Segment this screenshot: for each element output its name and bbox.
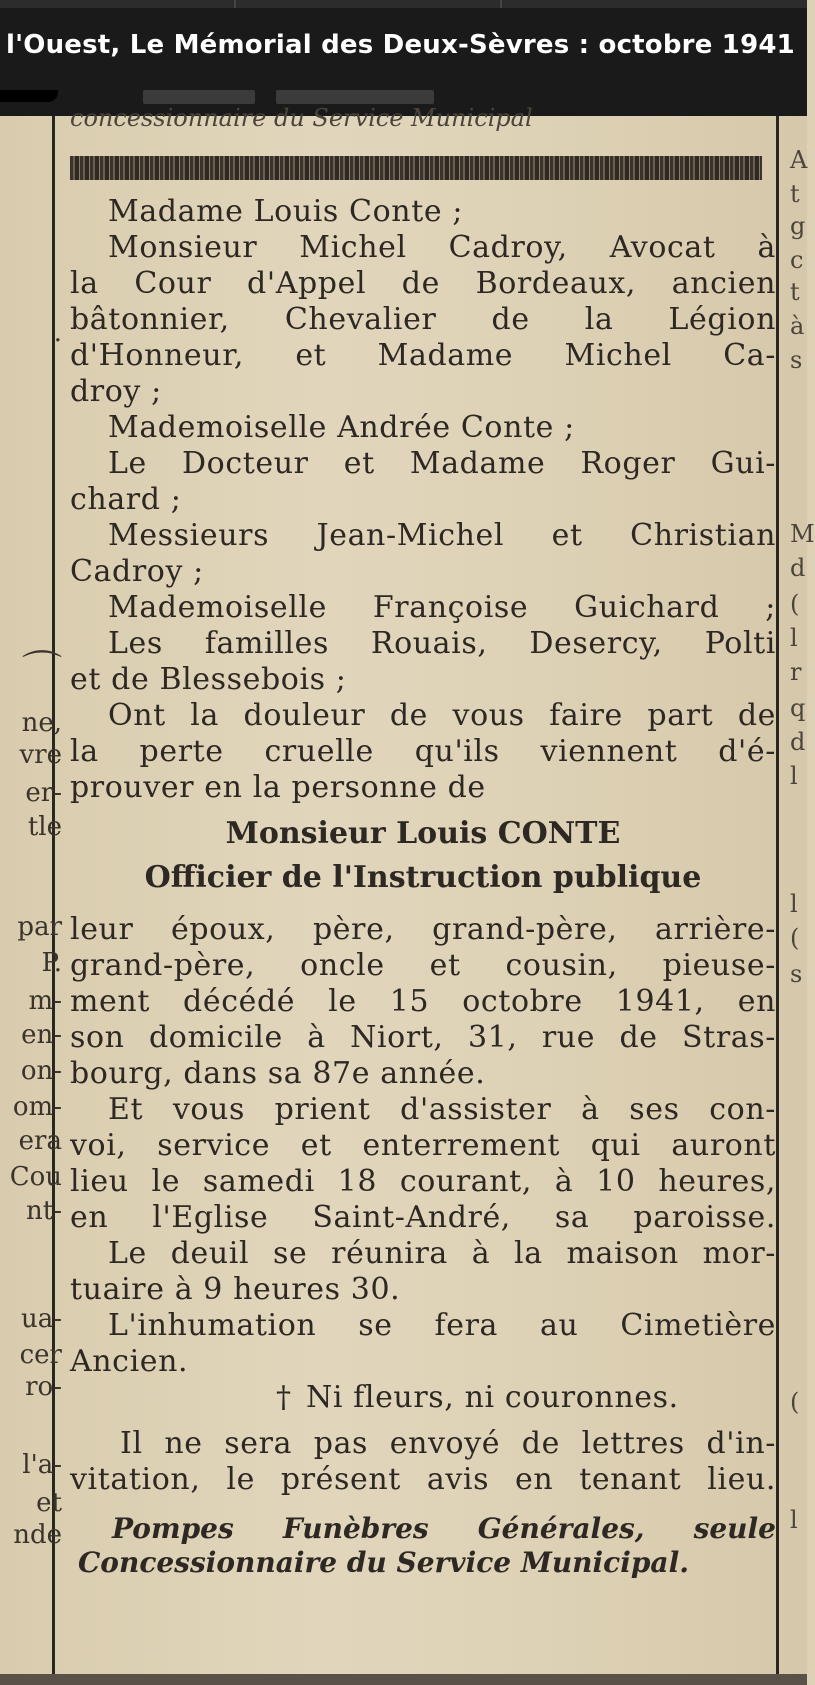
notice-line: Cadroy ; xyxy=(70,554,204,589)
right-fragment: q xyxy=(790,694,806,722)
deceased-name: Monsieur Louis CONTE xyxy=(225,816,621,851)
notice-line: et de Blessebois ; xyxy=(70,662,347,697)
notice-line: Le Docteur et Madame Roger Gui- xyxy=(108,446,776,481)
notice-line: Ont la douleur de vous faire part de xyxy=(108,698,776,733)
newspaper-scan xyxy=(0,104,815,1685)
left-fragment: m- xyxy=(28,986,62,1016)
notice-line: Il ne sera pas envoyé de lettres d'in- xyxy=(120,1426,776,1461)
right-fragment: d xyxy=(790,554,806,582)
toolbar-placeholder xyxy=(276,90,434,104)
left-fragment: ne, xyxy=(21,708,62,738)
notice-line: vitation, le présent avis en tenant lieu. xyxy=(70,1462,776,1497)
left-fragment: Cou xyxy=(9,1162,62,1192)
left-fragment: par xyxy=(17,912,62,942)
left-fragment: era xyxy=(18,1126,62,1156)
notice-line: Mademoiselle Françoise Guichard ; xyxy=(108,590,776,625)
notice-line: chard ; xyxy=(70,482,182,517)
notice-line: leur époux, père, grand-père, arrière- xyxy=(70,912,776,947)
right-fragment: t xyxy=(790,278,800,306)
notice-line: prouver en la personne de xyxy=(70,770,486,805)
notice-line: Monsieur Michel Cadroy, Avocat à xyxy=(108,230,776,265)
undertaker-line-1: Pompes Funèbres Générales, seule xyxy=(112,1512,776,1545)
right-fragment: l xyxy=(790,762,798,790)
notice-line: bourg, dans sa 87e année. xyxy=(70,1056,486,1091)
right-fragment: s xyxy=(790,960,803,988)
notice-line: la Cour d'Appel de Bordeaux, ancien xyxy=(70,266,776,301)
left-column-mark: · xyxy=(53,326,62,356)
notice-line: Le deuil se réunira à la maison mor- xyxy=(108,1236,776,1271)
toolbar-placeholder xyxy=(143,90,255,104)
toolbar-shadow xyxy=(0,90,58,102)
notice-line: en l'Eglise Saint-André, sa paroisse. xyxy=(70,1200,776,1235)
cut-off-line: concessionnaire du Service Municipal xyxy=(70,104,533,132)
notice-line: tuaire à 9 heures 30. xyxy=(70,1272,401,1307)
left-fragment: l'a- xyxy=(22,1450,62,1480)
right-fragment: l xyxy=(790,890,798,918)
left-fragment: er- xyxy=(25,778,62,808)
window-titlebar xyxy=(0,0,807,116)
notice-line: bâtonnier, Chevalier de la Légion xyxy=(70,302,776,337)
left-fragment: cer xyxy=(19,1340,62,1370)
right-fragment: l xyxy=(790,624,798,652)
left-fragment: P. xyxy=(41,948,62,978)
notice-line: Les familles Rouais, Desercy, Polti xyxy=(108,626,776,661)
notice-line: son domicile à Niort, 31, rue de Stras- xyxy=(70,1020,776,1055)
right-fragment: t xyxy=(790,180,800,208)
notice-line: Madame Louis Conte ; xyxy=(108,194,464,229)
notice-line: droy ; xyxy=(70,374,162,409)
left-fragment: tle xyxy=(27,812,62,842)
notice-line: lieu le samedi 18 courant, à 10 heures, xyxy=(70,1164,776,1199)
right-fragment: d xyxy=(790,728,806,756)
tab-separator xyxy=(500,0,502,8)
left-fragment: et xyxy=(36,1488,62,1518)
right-fragment: A xyxy=(790,146,808,174)
notice-line: L'inhumation se fera au Cimetière xyxy=(108,1308,776,1343)
notice-line: d'Honneur, et Madame Michel Ca- xyxy=(70,338,776,373)
notice-line: voi, service et enterrement qui auront xyxy=(70,1128,776,1163)
right-fragment: c xyxy=(790,246,804,274)
separator-band xyxy=(70,156,762,180)
tab-separator xyxy=(234,0,236,8)
right-fragment: r xyxy=(790,658,802,686)
right-fragment: l xyxy=(790,1506,798,1534)
right-fragment: à xyxy=(790,312,805,340)
flowers-line: Ni fleurs, ni couronnes. xyxy=(306,1380,679,1415)
left-fragment: ro- xyxy=(25,1372,62,1402)
left-fragment: vre xyxy=(19,740,62,770)
notice-line: la perte cruelle qu'ils viennent d'é- xyxy=(70,734,776,769)
right-fragment: ( xyxy=(790,924,800,952)
left-fragment: ua- xyxy=(20,1304,62,1334)
left-fragment: on- xyxy=(20,1056,62,1086)
notice-line: Et vous prient d'assister à ses con- xyxy=(108,1092,776,1127)
tab-strip xyxy=(0,0,807,8)
right-fragment: ( xyxy=(790,1388,800,1416)
left-fragment: nde xyxy=(13,1520,62,1550)
right-fragment: g xyxy=(790,212,806,240)
left-fragment: en- xyxy=(21,1020,62,1050)
deceased-title: Officier de l'Instruction publique xyxy=(144,860,702,895)
right-fragment: ( xyxy=(790,590,800,618)
bottom-rule xyxy=(0,1674,807,1685)
undertaker-line-2: Concessionnaire du Service Municipal. xyxy=(78,1546,689,1579)
left-fragment: om- xyxy=(12,1092,62,1122)
notice-line: Mademoiselle Andrée Conte ; xyxy=(108,410,575,445)
left-fragment: nt- xyxy=(26,1196,62,1226)
notice-line: Messieurs Jean-Michel et Christian xyxy=(108,518,776,553)
left-column-mark: ⌒ xyxy=(22,648,62,694)
right-fragment: s xyxy=(790,346,803,374)
window-title: l'Ouest, Le Mémorial des Deux-Sèvres : octobre 1941 xyxy=(6,30,795,60)
cross-mark: † xyxy=(276,1380,292,1415)
notice-line: ment décédé le 15 octobre 1941, en xyxy=(70,984,776,1019)
right-fragment: M xyxy=(790,520,815,548)
notice-line: grand-père, oncle et cousin, pieuse- xyxy=(70,948,776,983)
column-rule-right xyxy=(776,116,779,1674)
notice-line: Ancien. xyxy=(70,1344,189,1379)
